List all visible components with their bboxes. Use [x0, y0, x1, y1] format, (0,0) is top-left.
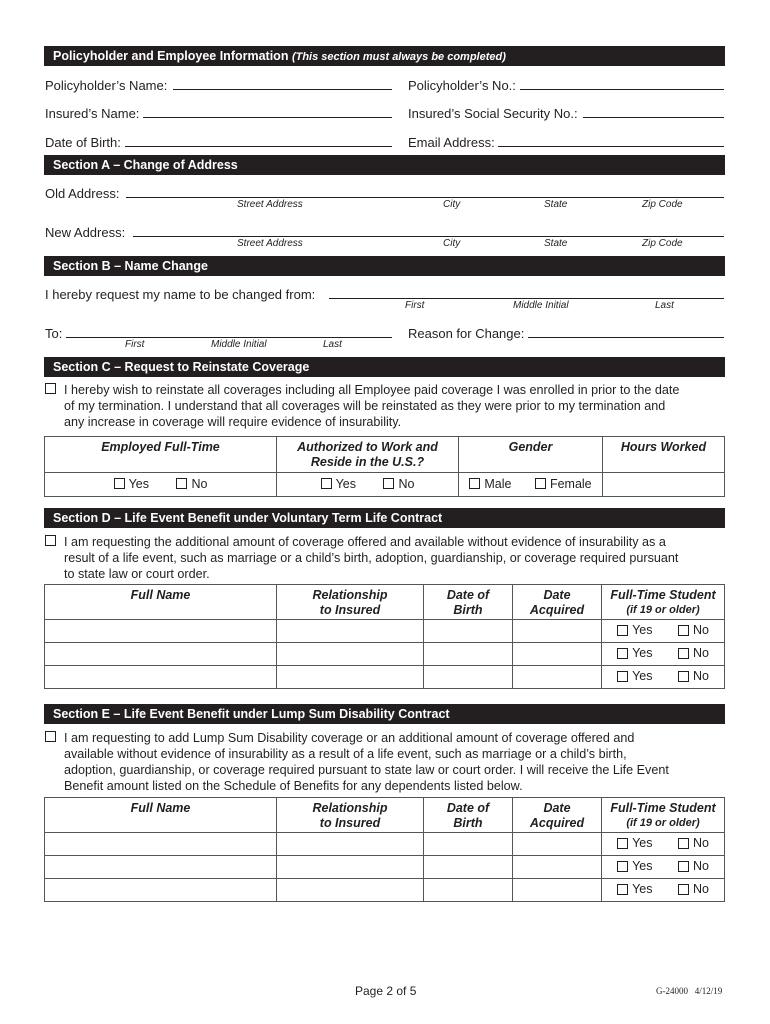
life-event-term-checkbox[interactable] [45, 535, 56, 546]
statement-line: to state law or court order. [64, 567, 210, 581]
street-caption: Street Address [237, 238, 303, 249]
first-caption: First [405, 300, 425, 311]
option-label: Yes [632, 623, 653, 638]
student-no-option[interactable] [678, 669, 709, 683]
checkbox-icon [678, 625, 689, 636]
option-label: No [692, 836, 709, 851]
last-caption: Last [323, 339, 342, 350]
full-name-cell[interactable] [45, 879, 277, 902]
student-no-option[interactable] [678, 836, 709, 850]
employed-cell [45, 473, 277, 497]
header-text: Relationship [312, 801, 388, 815]
student-no-option[interactable] [678, 882, 709, 896]
header-text: Date [543, 588, 571, 602]
life-event-term-statement [64, 534, 729, 582]
header-text: Full Name [130, 588, 191, 602]
section-title: Section D – Life Event Benefit under Voluntary Term Life Contract [53, 511, 443, 525]
state-caption: State [544, 199, 568, 210]
policyholder-section-header [44, 46, 725, 66]
student-cell [602, 643, 725, 666]
option-label: Male [484, 476, 512, 491]
student-cell [602, 833, 725, 856]
policyholder-name-field[interactable] [173, 89, 392, 90]
header-text: Date of [446, 588, 490, 602]
statement-line: Benefit amount listed on the Schedule of Benefits for any dependents listed below. [64, 779, 523, 793]
checkbox-icon [678, 861, 689, 872]
zip-caption: Zip Code [642, 199, 683, 210]
relationship-cell[interactable] [277, 620, 424, 643]
student-cell [602, 666, 725, 689]
checkbox-icon [678, 671, 689, 682]
full-name-cell[interactable] [45, 620, 277, 643]
student-cell [602, 856, 725, 879]
gender-header [459, 437, 603, 473]
student-no-option[interactable] [678, 646, 709, 660]
policyholder-no-field[interactable] [520, 89, 724, 90]
header-text: Authorized to Work and [297, 440, 438, 454]
zip-caption: Zip Code [642, 238, 683, 249]
checkbox-icon [678, 838, 689, 849]
checkbox-icon [678, 884, 689, 895]
table-header-row [45, 585, 725, 620]
option-label: No [398, 476, 415, 491]
lump-sum-checkbox[interactable] [45, 731, 56, 742]
section-d-header [44, 508, 725, 528]
city-caption: City [443, 199, 461, 210]
student-yes-option[interactable] [617, 669, 652, 683]
option-label: Yes [128, 476, 149, 491]
acquired-cell[interactable] [513, 620, 602, 643]
reason-field[interactable] [528, 337, 724, 338]
acquired-cell[interactable] [513, 643, 602, 666]
dob-cell[interactable] [424, 620, 513, 643]
checkbox-icon [617, 884, 628, 895]
student-yes-option[interactable] [617, 836, 652, 850]
dob-cell[interactable] [424, 833, 513, 856]
section-title: Section B – Name Change [53, 259, 208, 273]
statement-line: any increase in coverage will require evidence of insurability. [64, 415, 402, 429]
header-text: to Insured [319, 603, 381, 617]
option-label: No [692, 646, 709, 661]
acquired-cell[interactable] [513, 666, 602, 689]
insured-name-label: Insured’s Name: [45, 106, 140, 121]
table-row [45, 620, 725, 643]
middle-caption: Middle Initial [211, 339, 267, 350]
city-caption: City [443, 238, 461, 249]
acquired-cell[interactable] [513, 879, 602, 902]
option-label: No [692, 669, 709, 684]
dependents-table-e [44, 797, 725, 902]
header-text: Date [543, 801, 571, 815]
full-name-cell[interactable] [45, 856, 277, 879]
policyholder-name-label: Policyholder’s Name: [45, 78, 168, 93]
acquired-cell[interactable] [513, 856, 602, 879]
dob-field[interactable] [125, 146, 392, 147]
full-name-header [45, 585, 277, 620]
statement-line: adoption, guardianship, or coverage required pursuant to state law or court order. I will receive the Life Event [64, 763, 669, 777]
full-name-header [45, 798, 277, 833]
dependents-table-d [44, 584, 725, 689]
option-label: Yes [632, 859, 653, 874]
reason-label: Reason for Change: [408, 326, 525, 341]
dob-cell[interactable] [424, 643, 513, 666]
dob-cell[interactable] [424, 879, 513, 902]
section-title: Policyholder and Employee Information [53, 49, 289, 63]
relationship-cell[interactable] [277, 879, 424, 902]
header-text: (if 19 or older) [626, 817, 700, 829]
relationship-header [277, 585, 424, 620]
option-label: Yes [632, 836, 653, 851]
full-name-cell[interactable] [45, 666, 277, 689]
student-yes-option[interactable] [617, 623, 652, 637]
student-header [602, 798, 725, 833]
middle-caption: Middle Initial [513, 300, 569, 311]
form-id: G-24000 4/12/19 [656, 986, 723, 996]
relationship-cell[interactable] [277, 833, 424, 856]
statement-line: I hereby wish to reinstate all coverages including all Employee paid coverage I was enrolled in prior to the date [64, 383, 680, 397]
header-text: Birth [453, 603, 483, 617]
option-label: No [692, 882, 709, 897]
new-address-label: New Address: [45, 225, 126, 240]
authorized-yes-option[interactable] [321, 477, 356, 491]
section-title: Section C – Request to Reinstate Coverage [53, 360, 310, 374]
email-field[interactable] [498, 146, 724, 147]
gender-female-option[interactable] [535, 477, 592, 491]
table-row [45, 833, 725, 856]
reinstate-checkbox[interactable] [45, 383, 56, 394]
employed-header [45, 437, 277, 473]
option-label: Female [549, 476, 592, 491]
checkbox-icon [617, 671, 628, 682]
dob-cell[interactable] [424, 666, 513, 689]
table-row [45, 856, 725, 879]
relationship-cell[interactable] [277, 666, 424, 689]
street-caption: Street Address [237, 199, 303, 210]
header-text: Employed Full-Time [101, 440, 220, 454]
option-label: No [692, 623, 709, 638]
section-e-header [44, 704, 725, 724]
employed-yes-option[interactable] [114, 477, 149, 491]
hours-cell[interactable] [603, 473, 725, 497]
full-name-cell[interactable] [45, 833, 277, 856]
section-c-header [44, 357, 725, 377]
reinstate-table [44, 436, 725, 497]
header-text: Hours Worked [620, 440, 707, 454]
header-text: Acquired [529, 816, 585, 830]
checkbox-icon [176, 478, 187, 489]
acquired-header [513, 798, 602, 833]
hours-header [603, 437, 725, 473]
header-text: Birth [453, 816, 483, 830]
insured-ssn-field[interactable] [583, 117, 724, 118]
checkbox-icon [469, 478, 480, 489]
section-b-header [44, 256, 725, 276]
header-text: Acquired [529, 603, 585, 617]
relationship-cell[interactable] [277, 643, 424, 666]
header-text: Full-Time Student [610, 801, 716, 815]
statement-line: result of a life event, such as marriage or a child’s birth, adoption, guardianship, or coverage required pursuant [64, 551, 679, 565]
checkbox-icon [321, 478, 332, 489]
reinstate-statement [64, 382, 729, 430]
table-row [45, 473, 725, 497]
student-no-option[interactable] [678, 859, 709, 873]
table-row [45, 643, 725, 666]
authorized-cell [277, 473, 459, 497]
header-text: Date of [446, 801, 490, 815]
acquired-cell[interactable] [513, 833, 602, 856]
statement-line: of my termination. I understand that all coverages will be reinstated as they were prior to my termination and [64, 399, 666, 413]
gender-male-option[interactable] [469, 477, 511, 491]
checkbox-icon [617, 861, 628, 872]
checkbox-icon [678, 648, 689, 659]
checkbox-icon [617, 838, 628, 849]
old-address-label: Old Address: [45, 186, 120, 201]
student-yes-option[interactable] [617, 882, 652, 896]
header-text: Full-Time Student [610, 588, 716, 602]
statement-line: I am requesting to add Lump Sum Disability coverage or an additional amount of coverage offered and [64, 731, 635, 745]
student-header [602, 585, 725, 620]
checkbox-icon [617, 625, 628, 636]
last-caption: Last [655, 300, 674, 311]
new-address-field[interactable] [133, 236, 724, 237]
table-row [45, 666, 725, 689]
student-yes-option[interactable] [617, 646, 652, 660]
header-text: Relationship [312, 588, 388, 602]
name-to-field[interactable] [66, 337, 392, 338]
authorized-no-option[interactable] [383, 477, 414, 491]
checkbox-icon [617, 648, 628, 659]
student-yes-option[interactable] [617, 859, 652, 873]
authorized-header [277, 437, 459, 473]
first-caption: First [125, 339, 145, 350]
employed-no-option[interactable] [176, 477, 207, 491]
section-title: Section E – Life Event Benefit under Lump Sum Disability Contract [53, 707, 450, 721]
old-address-field[interactable] [126, 197, 724, 198]
section-a-header [44, 155, 725, 175]
option-label: Yes [632, 882, 653, 897]
dob-header [424, 585, 513, 620]
gender-cell [459, 473, 603, 497]
policyholder-no-label: Policyholder’s No.: [408, 78, 516, 93]
dob-header [424, 798, 513, 833]
checkbox-icon [535, 478, 546, 489]
option-label: Yes [632, 646, 653, 661]
relationship-cell[interactable] [277, 856, 424, 879]
table-header-row [45, 798, 725, 833]
student-no-option[interactable] [678, 623, 709, 637]
statement-line: available without evidence of insurability as a result of a life event, such as marriage or a child’s birth, [64, 747, 627, 761]
header-text: Reside in the U.S.? [310, 455, 425, 469]
insured-name-field[interactable] [143, 117, 392, 118]
section-note: (This section must always be completed) [291, 51, 506, 63]
table-row [45, 879, 725, 902]
header-text: to Insured [319, 816, 381, 830]
lump-sum-statement [64, 730, 729, 794]
checkbox-icon [114, 478, 125, 489]
checkbox-icon [383, 478, 394, 489]
to-label: To: [45, 326, 63, 341]
state-caption: State [544, 238, 568, 249]
acquired-header [513, 585, 602, 620]
dob-cell[interactable] [424, 856, 513, 879]
insured-ssn-label: Insured’s Social Security No.: [408, 106, 578, 121]
section-title: Section A – Change of Address [53, 158, 238, 172]
table-header-row [45, 437, 725, 473]
relationship-header [277, 798, 424, 833]
name-change-request-label: I hereby request my name to be changed from: [45, 287, 316, 302]
option-label: No [191, 476, 208, 491]
full-name-cell[interactable] [45, 643, 277, 666]
option-label: Yes [335, 476, 356, 491]
header-text: (if 19 or older) [626, 604, 700, 616]
option-label: Yes [632, 669, 653, 684]
option-label: No [692, 859, 709, 874]
name-from-field[interactable] [329, 298, 724, 299]
page-number: Page 2 of 5 [355, 984, 417, 998]
student-cell [602, 879, 725, 902]
statement-line: I am requesting the additional amount of coverage offered and available without evidence of insurability as a [64, 535, 666, 549]
student-cell [602, 620, 725, 643]
header-text: Full Name [130, 801, 191, 815]
header-text: Gender [508, 440, 553, 454]
email-label: Email Address: [408, 135, 495, 150]
dob-label: Date of Birth: [45, 135, 121, 150]
